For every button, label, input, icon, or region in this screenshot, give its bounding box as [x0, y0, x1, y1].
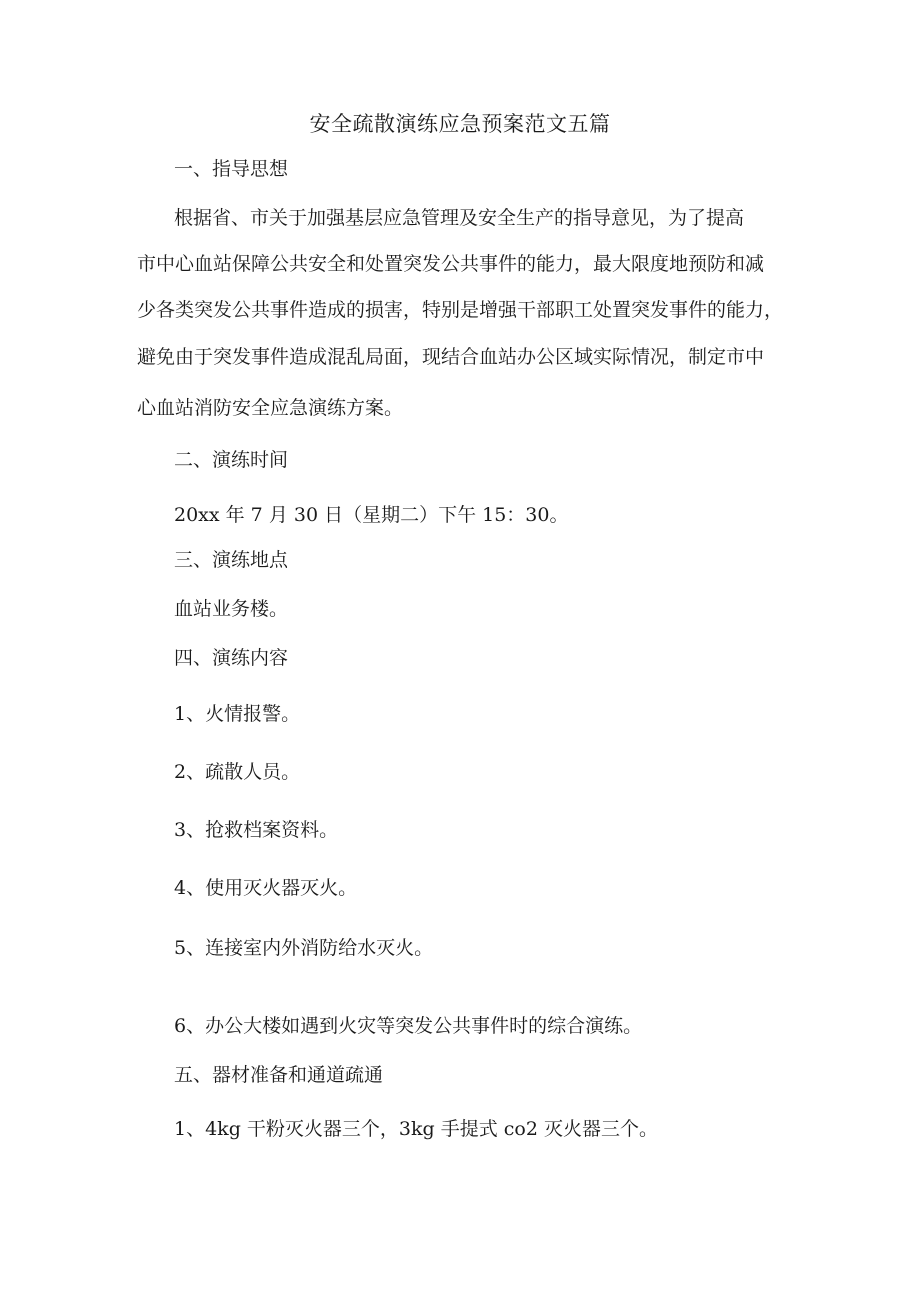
section-heading-equipment: 五、器材准备和通道疏通 — [174, 1064, 384, 1086]
equipment-text: 1、4kg 干粉灭火器三个，3kg 手提式 co2 灭火器三个。 — [174, 1118, 658, 1140]
drill-time-text: 20xx 年 7 月 30 日（星期二）下午 15：30。 — [174, 504, 569, 526]
section-heading-drill-content: 四、演练内容 — [174, 647, 289, 669]
paragraph-line-3: 少各类突发公共事件造成的损害，特别是增强干部职工处置突发事件的能力， — [137, 299, 784, 321]
paragraph-line-5: 心血站消防安全应急演练方案。 — [137, 397, 404, 419]
list-item: 2、疏散人员。 — [174, 761, 301, 783]
list-item: 6、办公大楼如遇到火灾等突发公共事件时的综合演练。 — [174, 1015, 643, 1037]
section-heading-drill-location: 三、演练地点 — [174, 549, 289, 571]
list-item: 3、抢救档案资料。 — [174, 819, 339, 841]
section-heading-guiding-thought: 一、指导思想 — [174, 158, 289, 180]
document-title: 安全疏散演练应急预案范文五篇 — [309, 112, 611, 136]
section-heading-drill-time: 二、演练时间 — [174, 449, 289, 471]
list-item: 1、火情报警。 — [174, 703, 301, 725]
paragraph-line-4: 避免由于突发事件造成混乱局面，现结合血站办公区域实际情况，制定市中 — [137, 346, 765, 368]
list-item: 4、使用灭火器灭火。 — [174, 877, 358, 899]
list-item: 5、连接室内外消防给水灭火。 — [174, 937, 434, 959]
paragraph-line-2: 市中心血站保障公共安全和处置突发公共事件的能力，最大限度地预防和减 — [137, 253, 765, 275]
drill-location-text: 血站业务楼。 — [174, 598, 289, 620]
paragraph-line-1: 根据省、市关于加强基层应急管理及安全生产的指导意见，为了提高 — [174, 207, 745, 229]
